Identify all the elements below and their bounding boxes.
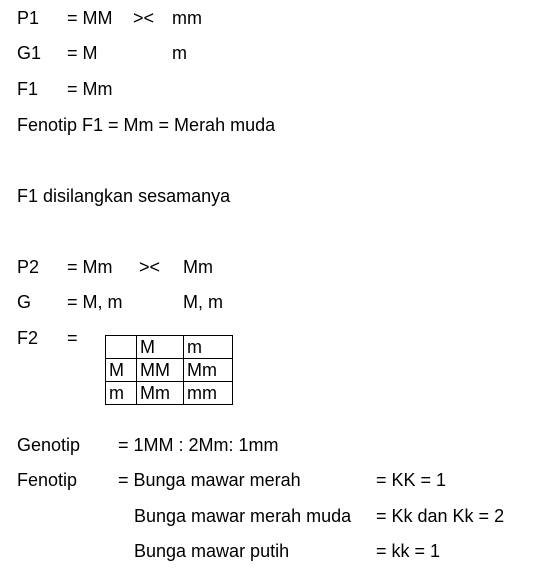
p2-right-genotype: Mm	[183, 257, 213, 277]
p1-cross-symbol: ><	[133, 8, 155, 28]
p1-label: P1	[17, 8, 40, 28]
genotip-label: Genotip	[17, 435, 81, 455]
f2-label: F2	[17, 328, 39, 348]
punnett-cell: Mm	[137, 382, 184, 405]
p2-cross-symbol: ><	[139, 257, 161, 277]
f1-genotype: = Mm	[67, 79, 113, 99]
fenotip-desc-2: Bunga mawar merah muda	[134, 506, 352, 526]
punnett-cell: MM	[137, 359, 184, 382]
punnett-row	[106, 359, 233, 382]
p1-right-genotype: mm	[172, 8, 202, 28]
f1-label: F1	[17, 79, 39, 99]
punnett-cell: m	[184, 336, 233, 359]
fenotip-f1-line: Fenotip F1 = Mm = Merah muda	[17, 115, 276, 135]
punnett-row	[106, 382, 233, 405]
g-gametes: = M, m	[67, 292, 123, 312]
punnett-cell: mm	[184, 382, 233, 405]
punnett-cell: Mm	[184, 359, 233, 382]
f1-cross-statement: F1 disilangkan sesamanya	[17, 186, 231, 206]
fenotip-result-2: = Kk dan Kk = 2	[376, 506, 505, 526]
g-label: G	[17, 292, 32, 312]
g1-right-gamete: m	[172, 43, 187, 63]
g-right-gametes: M, m	[183, 292, 223, 312]
punnett-cell: M	[137, 336, 184, 359]
punnett-row	[106, 336, 233, 359]
fenotip-desc-1: = Bunga mawar merah	[118, 470, 301, 490]
p2-genotype: = Mm	[67, 257, 113, 277]
punnett-cell: m	[106, 382, 137, 405]
punnett-cell: M	[106, 359, 137, 382]
p2-label: P2	[17, 257, 40, 277]
g1-gamete: = M	[67, 43, 98, 63]
f2-equals: =	[67, 328, 78, 348]
fenotip-desc-3: Bunga mawar putih	[134, 541, 290, 561]
fenotip-result-3: = kk = 1	[376, 541, 441, 561]
fenotip-label: Fenotip	[17, 470, 78, 490]
g1-label: G1	[17, 43, 42, 63]
punnett-cell	[106, 336, 137, 359]
fenotip-result-1: = KK = 1	[376, 470, 447, 490]
punnett-square	[105, 335, 233, 405]
p1-genotype: = MM	[67, 8, 113, 28]
genotip-ratio: = 1MM : 2Mm: 1mm	[118, 435, 279, 455]
